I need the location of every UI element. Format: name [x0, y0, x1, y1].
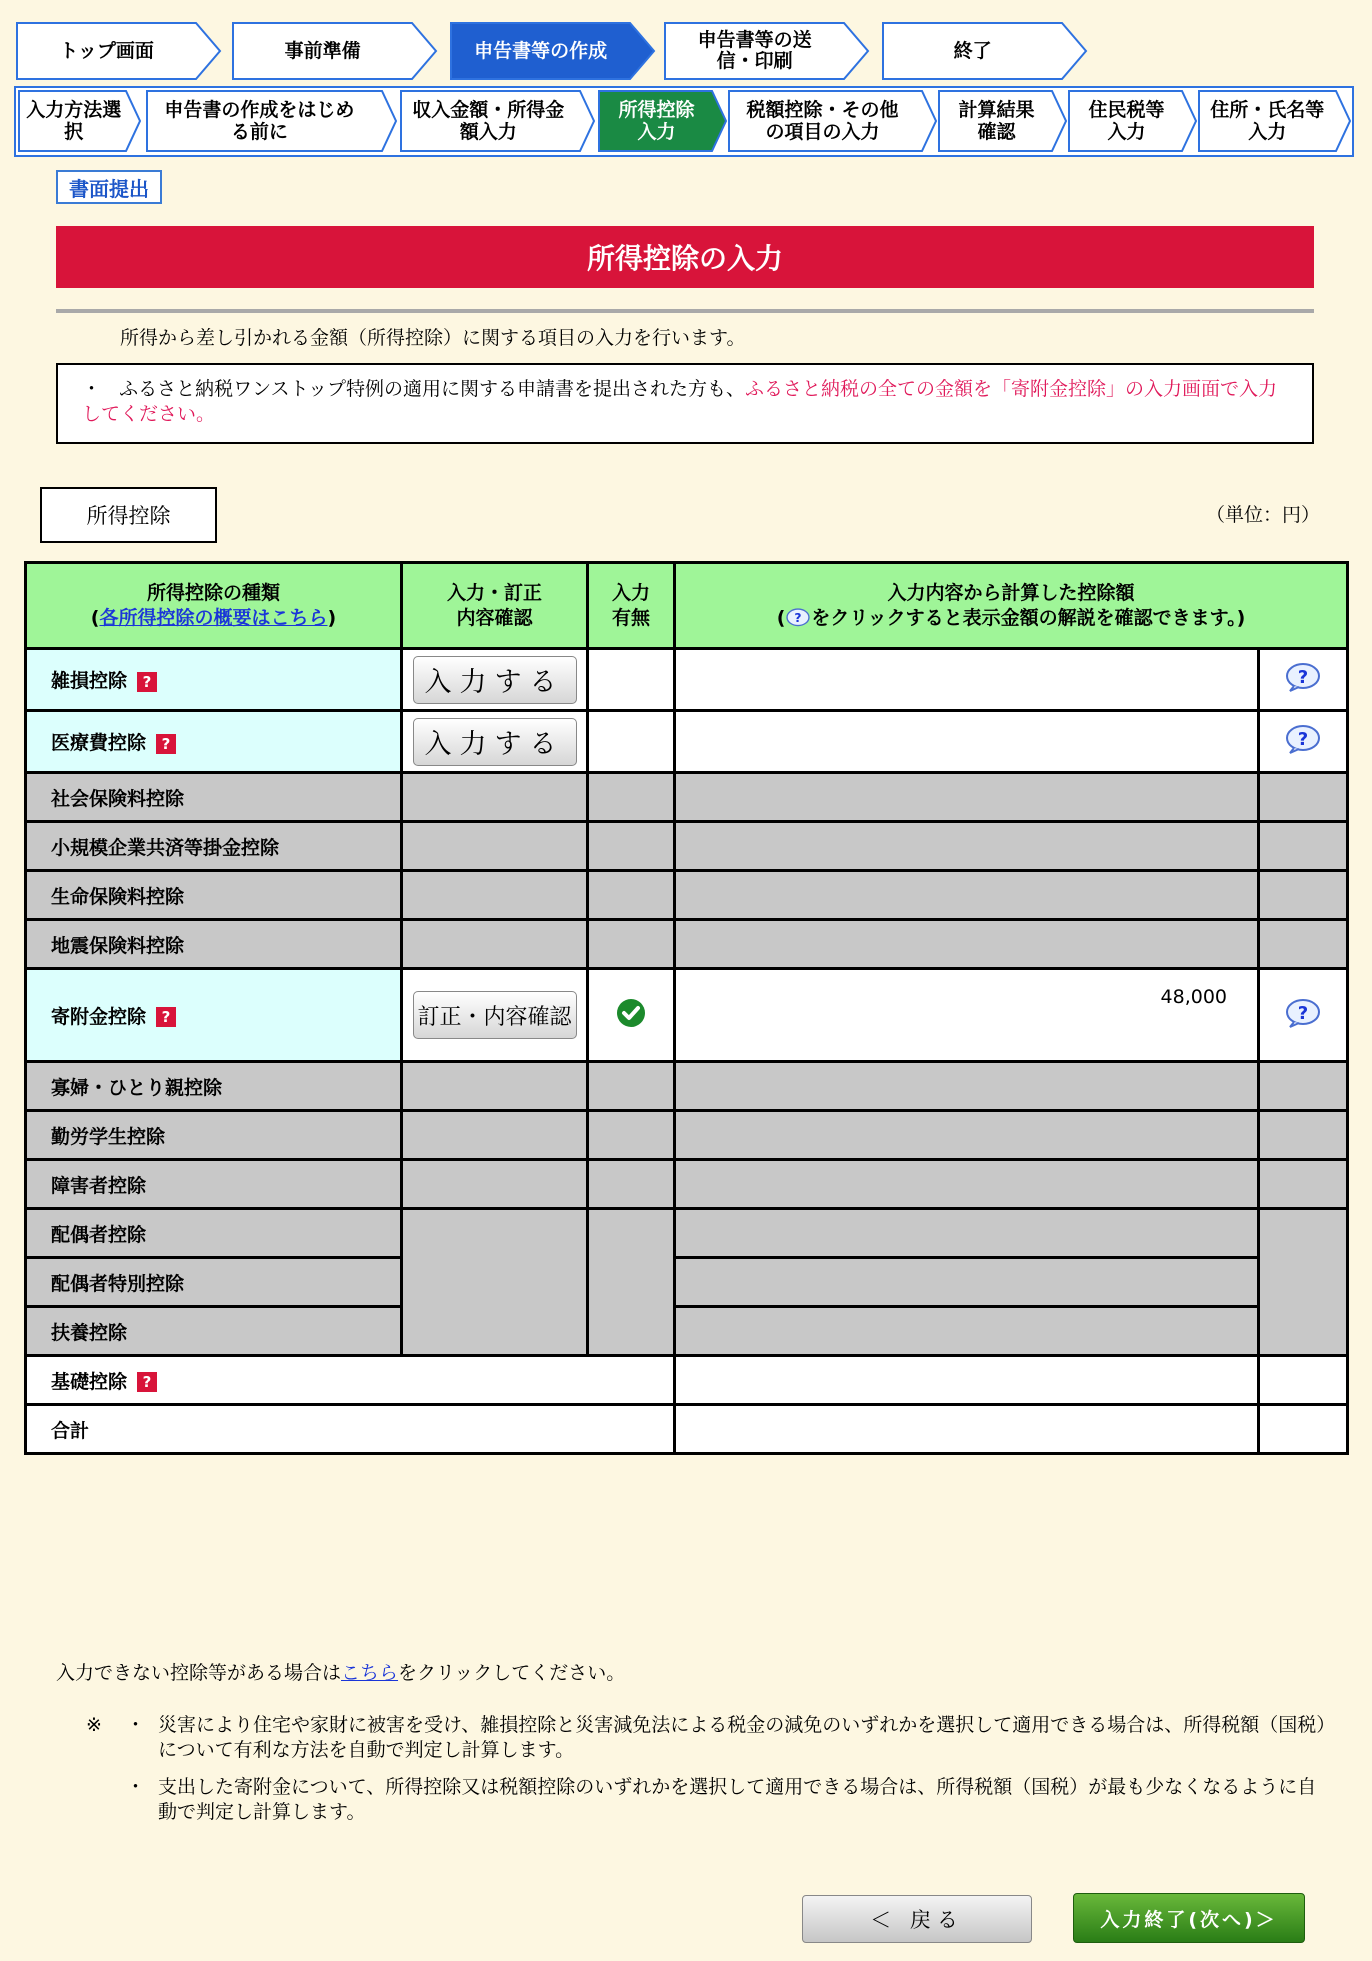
row-amount — [675, 1258, 1259, 1307]
step-label: 住民税等入力 — [1088, 99, 1165, 143]
row-name — [26, 1356, 675, 1405]
svg-text:?: ? — [1297, 667, 1309, 688]
table-row — [26, 822, 1348, 871]
notice-bullet: ・ — [82, 378, 102, 400]
row-has — [588, 773, 675, 822]
row-action — [402, 920, 588, 969]
svg-text:?: ? — [1297, 1002, 1309, 1024]
help-icon[interactable]: ? — [137, 672, 157, 692]
row-action — [402, 822, 588, 871]
step-label: 申告書等の送信・印刷 — [697, 29, 812, 72]
note-item — [86, 1775, 1326, 1825]
table-row — [26, 711, 1348, 773]
table-row — [26, 1356, 1348, 1405]
footer-post: をクリックしてください。 — [398, 1662, 626, 1684]
row-action — [402, 871, 588, 920]
row-help — [1259, 1062, 1348, 1111]
row-help — [1259, 920, 1348, 969]
row-name: 地震保険料控除 — [26, 920, 402, 969]
row-action — [402, 1111, 588, 1160]
row-amount: 48,000 — [675, 969, 1259, 1062]
row-help — [1259, 1160, 1348, 1209]
note-text: 災害により住宅や家財に被害を受け、雑損控除と災害減免法による税金の減免のいずれかを選択して適用できる場合は、所得税額（国税）について有利な方法を自動で判定し計算します。 — [158, 1714, 1326, 1761]
substep-result — [938, 90, 1068, 152]
section-tab: 所得控除 — [40, 487, 217, 543]
row-name: 生命保険料控除 — [26, 871, 402, 920]
row-action — [402, 773, 588, 822]
row-amount — [675, 1307, 1259, 1356]
step-label: 所得控除入力 — [618, 99, 695, 143]
table-row — [26, 1111, 1348, 1160]
row-amount — [675, 1160, 1259, 1209]
row-name: 障害者控除 — [26, 1160, 402, 1209]
row-name — [26, 711, 402, 773]
row-has — [588, 920, 675, 969]
step-label: 計算結果確認 — [958, 99, 1035, 143]
header-amount-note: をクリックすると表示金額の解説を確認できます。 — [811, 606, 1237, 629]
row-has — [588, 711, 675, 773]
svg-text:?: ? — [794, 611, 802, 626]
row-amount — [675, 773, 1259, 822]
row-has — [588, 822, 675, 871]
footer-pre: 入力できない控除等がある場合は — [56, 1662, 342, 1684]
help-icon[interactable]: ? — [156, 734, 176, 754]
step-label: 事前準備 — [284, 39, 361, 62]
table-row — [26, 920, 1348, 969]
table-row — [26, 969, 1348, 1062]
row-help — [1259, 711, 1348, 773]
header-amount — [675, 563, 1348, 649]
paper-submit-button[interactable]: 書面提出 — [56, 170, 162, 204]
step-label: 住所・氏名等入力 — [1210, 99, 1325, 143]
substep-deduction — [598, 90, 728, 152]
row-action — [402, 1209, 588, 1356]
header-input-label-2: 内容確認 — [456, 606, 533, 629]
table-row — [26, 1062, 1348, 1111]
notes — [86, 1713, 1326, 1837]
back-button[interactable]: ＜ 戻る — [802, 1895, 1032, 1943]
input-button[interactable]: 入力する — [413, 718, 577, 766]
question-bubble-icon[interactable] — [1284, 724, 1322, 754]
row-name: 勤労学生控除 — [26, 1111, 402, 1160]
notice-text-red: ふるさと納税の全ての金額を「寄附金控除」の入力画面で入力してください。 — [82, 378, 1278, 425]
row-amount — [675, 1209, 1259, 1258]
row-amount — [675, 871, 1259, 920]
row-action — [402, 649, 588, 711]
row-name: 配偶者特別控除 — [26, 1258, 402, 1307]
notice-box — [56, 363, 1314, 444]
help-icon[interactable]: ? — [156, 1007, 176, 1027]
row-name-text: 基礎控除 — [51, 1370, 128, 1393]
row-name: 寡婦・ひとり親控除 — [26, 1062, 402, 1111]
row-help — [1259, 969, 1348, 1062]
step-label: 税額控除・その他の項目の入力 — [746, 99, 899, 143]
header-input-label: 入力・訂正 — [446, 581, 542, 604]
table-row — [26, 1307, 1348, 1356]
help-icon[interactable]: ? — [137, 1372, 157, 1392]
header-amount-label: 入力内容から計算した控除額 — [887, 581, 1135, 604]
row-action — [402, 1062, 588, 1111]
row-amount — [675, 920, 1259, 969]
row-has — [588, 1111, 675, 1160]
row-name — [26, 649, 402, 711]
step-send — [664, 22, 870, 80]
svg-text:?: ? — [1297, 729, 1309, 750]
row-amount — [675, 1111, 1259, 1160]
correct-confirm-button[interactable]: 訂正・内容確認 — [413, 991, 577, 1039]
row-help — [1259, 822, 1348, 871]
row-name: 社会保険料控除 — [26, 773, 402, 822]
divider — [56, 309, 1314, 313]
row-help — [1259, 1111, 1348, 1160]
row-action — [402, 711, 588, 773]
note-bullet: ・ — [126, 1714, 146, 1736]
footer-link[interactable]: こちら — [341, 1662, 399, 1684]
question-bubble-icon[interactable] — [1284, 662, 1322, 692]
row-name-text: 雑損控除 — [51, 670, 128, 692]
note-item — [86, 1713, 1326, 1763]
header-has-label: 入力 — [611, 581, 650, 604]
row-help — [1259, 871, 1348, 920]
question-bubble-icon — [785, 607, 811, 629]
row-help — [1259, 1209, 1348, 1356]
step-label: 収入金額・所得金額入力 — [412, 99, 565, 143]
step-prep[interactable] — [232, 22, 438, 80]
row-has — [588, 1062, 675, 1111]
row-has — [588, 1209, 675, 1356]
row-help — [1259, 773, 1348, 822]
header-kind-link-wrap: (各所得控除の概要はこちら) — [90, 606, 337, 629]
header-kind — [26, 563, 402, 649]
row-help — [1259, 649, 1348, 711]
table-row — [26, 871, 1348, 920]
notice-text: ふるさと納税ワンストップ特例の適用に関する申請書を提出された方も、 — [119, 378, 746, 400]
row-name — [26, 969, 402, 1062]
substep-tax-credit — [728, 90, 938, 152]
step-label: 申告書の作成をはじめる前に — [164, 99, 355, 143]
step-label: トップ画面 — [59, 39, 154, 62]
row-amount — [675, 1062, 1259, 1111]
step-top[interactable] — [16, 22, 222, 80]
next-button[interactable]: 入力終了(次へ)＞ — [1073, 1893, 1305, 1943]
step-create — [450, 22, 656, 80]
intro-text: 所得から差し引かれる金額（所得控除）に関する項目の入力を行います。 — [120, 327, 746, 349]
row-amount — [675, 649, 1259, 711]
row-name: 合計 — [26, 1405, 675, 1454]
substep-address — [1198, 90, 1352, 152]
note-text: 支出した寄附金について、所得控除又は税額控除のいずれかを選択して適用できる場合は、所得税額（国税）が最も少なくなるように自動で判定し計算します。 — [158, 1776, 1317, 1823]
row-has — [588, 1160, 675, 1209]
substep-method[interactable] — [18, 90, 142, 152]
header-kind-label: 所得控除の種類 — [146, 581, 280, 604]
row-has — [588, 969, 675, 1062]
row-name: 配偶者控除 — [26, 1209, 402, 1258]
table-row — [26, 773, 1348, 822]
page-title: 所得控除の入力 — [56, 226, 1314, 288]
row-help — [1259, 1405, 1348, 1454]
table-row — [26, 1258, 1348, 1307]
check-circle-icon — [616, 998, 646, 1028]
note-mark: ※ — [86, 1714, 102, 1736]
header-input — [402, 563, 588, 649]
substep-income[interactable] — [400, 90, 596, 152]
substep-resident-tax — [1068, 90, 1198, 152]
unit-label: （単位：円） — [1206, 504, 1321, 526]
table-row — [26, 1160, 1348, 1209]
footer-text — [56, 1658, 625, 1685]
row-name-text: 医療費控除 — [51, 732, 147, 754]
step-label: 終了 — [953, 39, 992, 62]
input-button[interactable]: 入力する — [413, 656, 577, 704]
overview-link[interactable]: 各所得控除の概要はこちら — [99, 606, 328, 629]
row-name-text: 寄附金控除 — [51, 1005, 147, 1028]
row-name: 小規模企業共済等掛金控除 — [26, 822, 402, 871]
row-amount — [675, 822, 1259, 871]
table-row-total — [26, 1405, 1348, 1454]
deduction-table — [24, 561, 1349, 1455]
row-has — [588, 871, 675, 920]
header-amount-note-wrap: ( ? をクリックすると表示金額の解説を確認できます。) — [776, 606, 1246, 629]
row-name: 扶養控除 — [26, 1307, 402, 1356]
table-row — [26, 1209, 1348, 1258]
row-amount — [675, 1405, 1259, 1454]
question-bubble-icon[interactable] — [1284, 998, 1322, 1028]
row-amount — [675, 1356, 1259, 1405]
step-label: 申告書等の作成 — [474, 39, 608, 62]
step-end — [882, 22, 1088, 80]
row-action — [402, 969, 588, 1062]
step-label: 入力方法選択 — [26, 99, 122, 143]
header-has — [588, 563, 675, 649]
row-has — [588, 649, 675, 711]
note-bullet: ・ — [126, 1776, 146, 1798]
table-row — [26, 649, 1348, 711]
row-amount — [675, 711, 1259, 773]
row-help — [1259, 1356, 1348, 1405]
substep-before[interactable] — [146, 90, 398, 152]
row-action — [402, 1160, 588, 1209]
header-has-label-2: 有無 — [611, 606, 650, 629]
